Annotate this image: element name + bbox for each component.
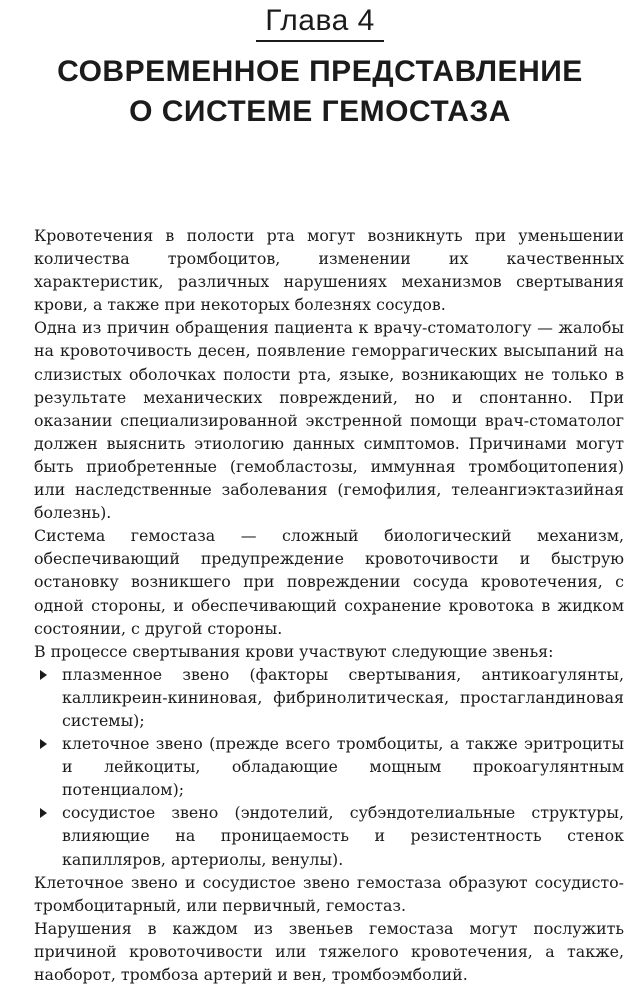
list-item-text: плазменное звено (факторы свертывания, антикоагулянты, калликреин-кининовая, фибринолитическая, простагландиновая системы); [62, 664, 624, 730]
chapter-title-line-1: СОВРЕМЕННОЕ ПРЕДСТАВЛЕНИЕ [57, 55, 583, 88]
chapter-label [0, 4, 640, 42]
paragraph-hemostasis-definition: Система гемостаза — сложный биологический механизм, обеспечивающий предупреждение кровоточивости и быструю остановку возникшего при повреждении сосуда кровотечения, с одной стороны, и обеспечивающий сохранение кровотока в жидком состоянии, с другой стороны. [34, 526, 624, 638]
bullet-arrow-icon [40, 670, 47, 680]
paragraph-intro: Кровотечения в полости рта могут возникнуть при уменьшении количества тромбоцитов, изменении их качественных характеристик, различных нарушениях механизмов свертывания крови, а также при некоторых болезнях сосудов. [34, 226, 624, 315]
list-item [34, 732, 624, 801]
list-item-text: сосудистое звено (эндотелий, субэндотелиальные структуры, влияющие на проницаемость и резистентность стенок капилляров, артериолы, венулы). [62, 803, 624, 869]
list-item [34, 663, 624, 732]
list-item [34, 801, 624, 870]
bullet-arrow-icon [40, 808, 47, 818]
hemostasis-links-list [34, 663, 624, 871]
paragraph-primary-hemostasis: Клеточное звено и сосудистое звено гемостаза образуют сосудисто-тромбоцитарный, или первичный, гемостаз. [34, 872, 624, 915]
paragraph-complaints: Одна из причин обращения пациента к врачу-стоматологу — жалобы на кровоточивость десен, появление геморрагических высыпаний на слизистых оболочках полости рта, языке, возникающих не только в результате механических повреждений, но и спонтанно. При оказании специализированной экстренной помощи врач-стоматолог должен выяснить этиологию данных симптомов. Причинами могут быть приобретенные (гемобластозы, иммунная тромбоцитопения) или наследственные заболевания (гемофилия, телеангиэктазийная болезнь). [34, 318, 624, 523]
body-text [34, 224, 624, 986]
list-item-text: клеточное звено (прежде всего тромбоциты, а также эритроциты и лейкоциты, обладающие мощным прокоагулянтным потенциалом); [62, 734, 624, 800]
chapter-number: Глава 4 [265, 4, 375, 37]
paragraph-list-intro: В процессе свертывания крови участвуют следующие звенья: [34, 641, 554, 661]
chapter-title-line-2: О СИСТЕМЕ ГЕМОСТАЗА [129, 95, 511, 128]
paragraph-disorders: Нарушения в каждом из звеньев гемостаза могут послужить причиной кровоточивости или тяжелого кровотечения, а также, наоборот, тромбоза артерий и вен, тромбоэмболий. [34, 918, 624, 984]
chapter-label-underline [256, 40, 384, 42]
bullet-arrow-icon [40, 739, 47, 749]
chapter-title [0, 52, 640, 132]
